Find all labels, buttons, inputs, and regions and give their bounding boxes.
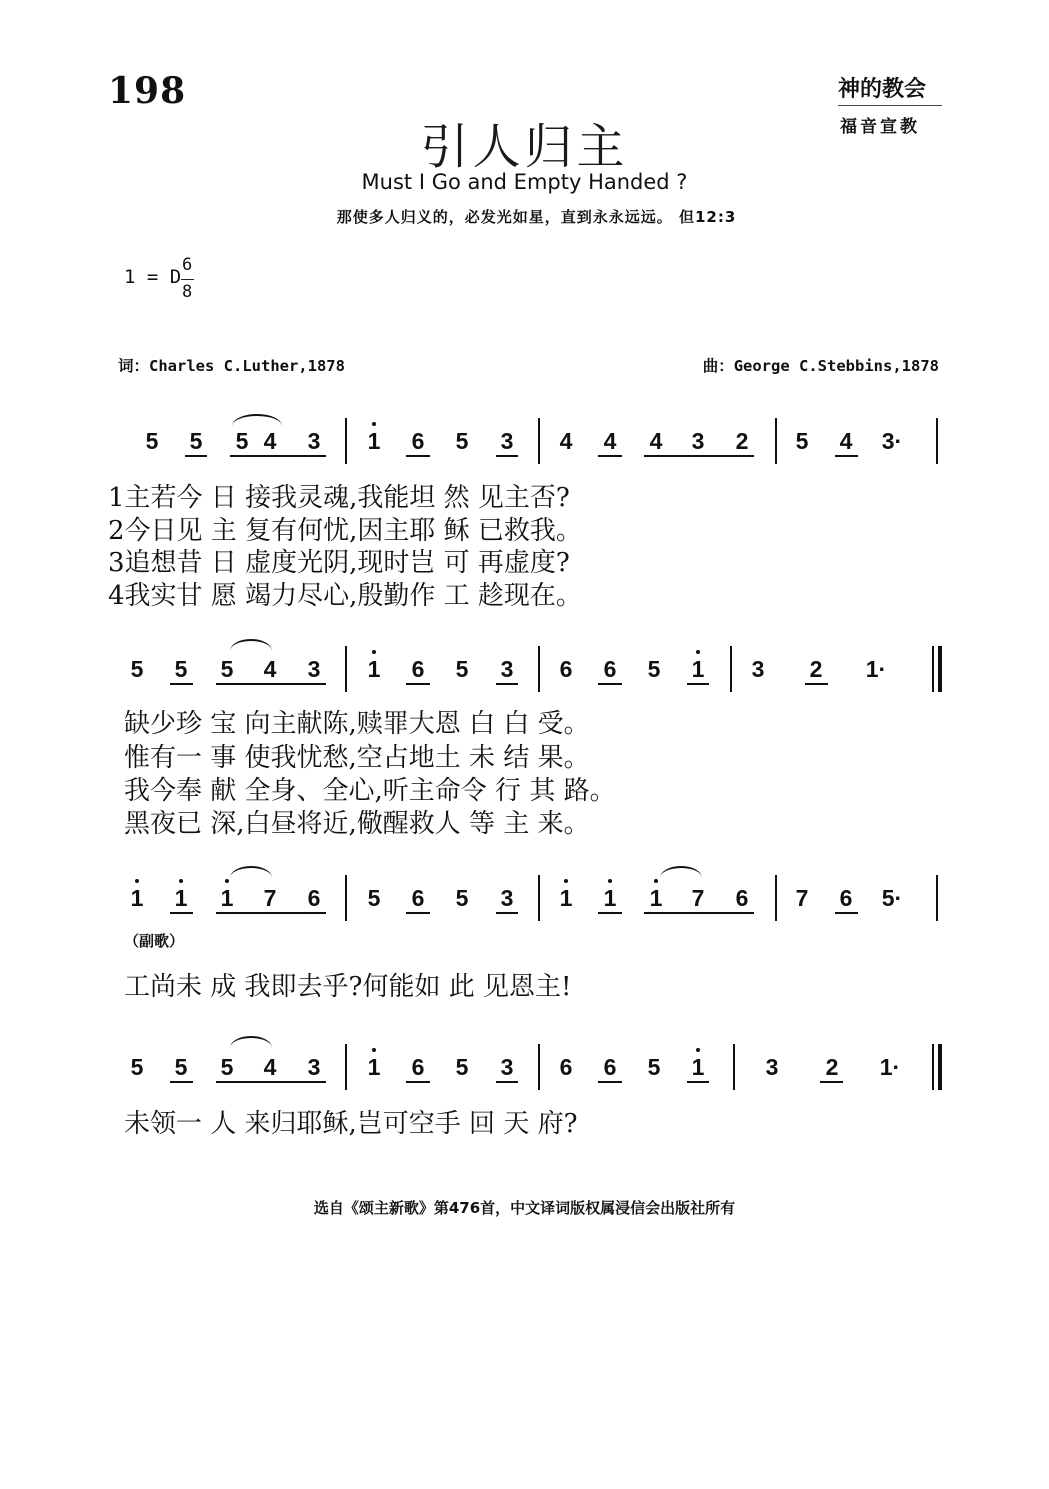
- beam-underline: [170, 1081, 193, 1083]
- lyricist-credit: 词：Charles C.Luther,1878: [118, 357, 345, 375]
- lyric-line: 3追想昔 日 虚度光阴,现时岂 可 再虚度?: [108, 548, 570, 578]
- note: 1: [641, 885, 671, 911]
- beam-underline: [230, 455, 326, 457]
- beam-underline: [835, 455, 858, 457]
- beam-underline: [216, 683, 326, 685]
- note: 3: [500, 428, 514, 454]
- note: 6: [559, 1054, 573, 1080]
- lyric-line: 黑夜已 深,白昼将近,儆醒救人 等 主 来。: [124, 809, 590, 839]
- barline: [538, 418, 540, 464]
- note: 3: [307, 1054, 321, 1080]
- note: 3: [307, 428, 321, 454]
- barline: [345, 1044, 347, 1090]
- slur: [660, 866, 702, 878]
- lyric-line: 未领一 人 来归耶稣,岂可空手 回 天 府?: [124, 1109, 578, 1139]
- beam-underline: [216, 1081, 326, 1083]
- lyric-line: 工尚未 成 我即去乎?何能如 此 见恩主!: [124, 972, 572, 1002]
- beam-underline: [644, 912, 754, 914]
- beam-underline: [406, 912, 430, 914]
- lyric-line: 惟有一 事 使我忧愁,空占地土 未 结 果。: [124, 743, 590, 773]
- note: 6: [603, 656, 617, 682]
- note: 6: [411, 656, 425, 682]
- note: 1: [683, 1054, 713, 1080]
- note: 4: [649, 428, 663, 454]
- note: 7: [263, 885, 277, 911]
- note: 5: [455, 885, 469, 911]
- hymn-number: 198: [108, 70, 187, 112]
- barline: [775, 875, 777, 921]
- note: 5: [189, 428, 203, 454]
- note: 1: [551, 885, 581, 911]
- note: 5: [145, 428, 159, 454]
- lyric-line: 4我实甘 愿 竭力尽心,殷勤作 工 趁现在。: [108, 581, 582, 611]
- note: 4: [263, 428, 277, 454]
- note: 1·: [879, 1054, 901, 1080]
- note: 4: [559, 428, 573, 454]
- barline: [936, 875, 938, 921]
- church-motto: 福音宣教: [840, 117, 920, 137]
- time-signature-top: 6: [182, 255, 193, 275]
- barline: [345, 418, 347, 464]
- beam-underline: [185, 455, 207, 457]
- scripture-verse: 那使多人归义的，必发光如星，直到永永远远。 但12:3: [336, 208, 737, 226]
- barline: [538, 1044, 540, 1090]
- barline: [775, 418, 777, 464]
- note: 5: [130, 656, 144, 682]
- note: 5: [455, 656, 469, 682]
- note: 5: [647, 656, 661, 682]
- beam-underline: [406, 455, 430, 457]
- note: 1·: [865, 656, 887, 682]
- church-name: 神的教会: [838, 76, 927, 102]
- beam-underline: [170, 683, 193, 685]
- beam-underline: [598, 683, 622, 685]
- slur: [230, 866, 272, 878]
- note: 1: [683, 656, 713, 682]
- note: 5: [220, 1054, 234, 1080]
- note: 3: [691, 428, 705, 454]
- beam-underline: [496, 683, 518, 685]
- barline: [936, 418, 938, 464]
- note: 3: [765, 1054, 779, 1080]
- time-signature-bottom: 8: [182, 282, 193, 302]
- beam-underline: [820, 1081, 843, 1083]
- copyright-footer: 选自《颂主新歌》第476首，中文译词版权属浸信会出版社所有: [313, 1199, 736, 1217]
- note: 6: [411, 1054, 425, 1080]
- barline: [938, 1044, 942, 1090]
- beam-underline: [406, 683, 430, 685]
- note: 5: [647, 1054, 661, 1080]
- note: 3·: [881, 428, 903, 454]
- divider: [838, 105, 942, 106]
- note: 5: [235, 428, 249, 454]
- note: 5: [795, 428, 809, 454]
- note: 3: [307, 656, 321, 682]
- note: 1: [122, 885, 152, 911]
- hymn-subtitle: Must I Go and Empty Handed ?: [361, 170, 688, 194]
- note: 3: [500, 656, 514, 682]
- slur: [230, 639, 272, 651]
- note: 6: [839, 885, 853, 911]
- note: 5: [174, 1054, 188, 1080]
- note: 6: [735, 885, 749, 911]
- note: 5: [220, 656, 234, 682]
- key-signature: 1 = D: [124, 266, 182, 288]
- barline: [538, 646, 540, 692]
- note: 4: [263, 656, 277, 682]
- beam-underline: [496, 455, 518, 457]
- beam-underline: [170, 912, 193, 914]
- beam-underline: [406, 1081, 430, 1083]
- note: 6: [411, 428, 425, 454]
- beam-underline: [598, 912, 622, 914]
- note: 6: [307, 885, 321, 911]
- composer-credit: 曲：George C.Stebbins,1878: [702, 357, 939, 375]
- note: 1: [166, 885, 196, 911]
- beam-underline: [644, 455, 754, 457]
- note: 4: [263, 1054, 277, 1080]
- note: 5: [367, 885, 381, 911]
- note: 5: [455, 428, 469, 454]
- lyric-line: 1主若今 日 接我灵魂,我能坦 然 见主否?: [108, 483, 570, 513]
- note: 1: [212, 885, 242, 911]
- barline: [932, 646, 934, 692]
- note: 7: [691, 885, 705, 911]
- note: 6: [559, 656, 573, 682]
- lyric-line: 2今日见 主 复有何忧,因主耶 稣 已救我。: [108, 516, 582, 546]
- beam-underline: [598, 1081, 622, 1083]
- barline: [345, 875, 347, 921]
- beam-underline: [687, 683, 709, 685]
- note: 4: [603, 428, 617, 454]
- note: 6: [603, 1054, 617, 1080]
- note: 3: [500, 885, 514, 911]
- lyric-line: 缺少珍 宝 向主献陈,赎罪大恩 白 白 受。: [124, 709, 590, 739]
- beam-underline: [496, 1081, 518, 1083]
- beam-underline: [216, 912, 326, 914]
- beam-underline: [687, 1081, 709, 1083]
- beam-underline: [805, 683, 828, 685]
- barline: [730, 646, 732, 692]
- slur: [232, 414, 282, 426]
- note: 5·: [881, 885, 903, 911]
- note: 1: [595, 885, 625, 911]
- barline: [538, 875, 540, 921]
- note: 2: [809, 656, 823, 682]
- note: 1: [359, 428, 389, 454]
- note: 1: [359, 1054, 389, 1080]
- beam-underline: [835, 912, 858, 914]
- note: 3: [751, 656, 765, 682]
- note: 5: [455, 1054, 469, 1080]
- time-signature-line: [181, 279, 194, 280]
- hymn-title: 引人归主: [420, 119, 629, 175]
- note: 5: [130, 1054, 144, 1080]
- barline: [932, 1044, 934, 1090]
- note: 2: [825, 1054, 839, 1080]
- note: 2: [735, 428, 749, 454]
- beam-underline: [496, 912, 518, 914]
- barline: [938, 646, 942, 692]
- note: 7: [795, 885, 809, 911]
- barline: [345, 646, 347, 692]
- note: 6: [411, 885, 425, 911]
- lyric-line: 我今奉 献 全身、全心,听主命令 行 其 路。: [124, 776, 616, 806]
- note: 4: [839, 428, 853, 454]
- note: 5: [174, 656, 188, 682]
- chorus-label: （副歌）: [124, 932, 185, 950]
- note: 1: [359, 656, 389, 682]
- barline: [733, 1044, 735, 1090]
- note: 3: [500, 1054, 514, 1080]
- slur: [230, 1036, 272, 1048]
- beam-underline: [598, 455, 622, 457]
